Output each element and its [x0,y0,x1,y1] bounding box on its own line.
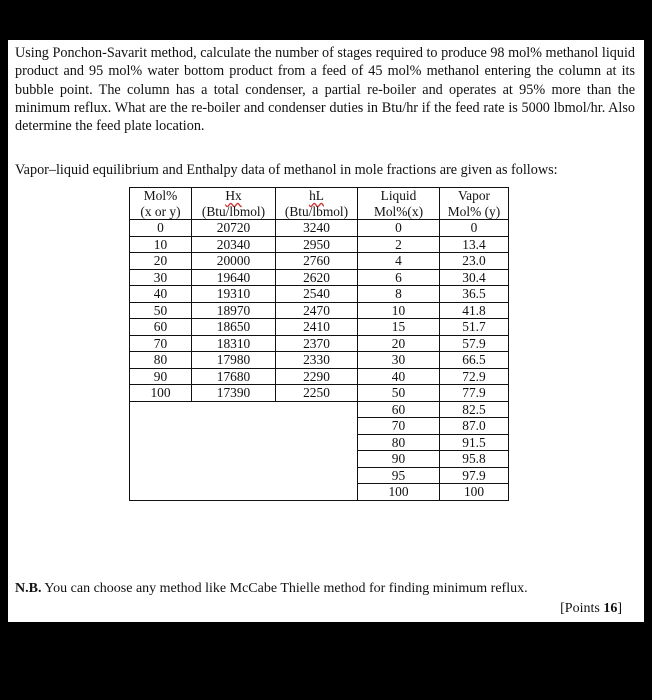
table-cell: 30.4 [440,269,509,286]
table-cell: 4 [358,253,440,270]
table-cell: 18970 [192,302,276,319]
table-cell: 41.8 [440,302,509,319]
table-cell: 18310 [192,335,276,352]
table-cell: 80 [130,352,192,369]
table-cell: 50 [130,302,192,319]
table-cell: 87.0 [440,418,509,435]
table-row [130,286,509,303]
table-cell: 57.9 [440,335,509,352]
table-body [130,220,509,501]
empty-cell [130,401,358,500]
note-label: N.B. [15,581,42,596]
table-cell: 2250 [276,385,358,402]
table-cell: 20 [130,253,192,270]
table-cell: 95.8 [440,451,509,468]
table-cell: 0 [440,220,509,237]
table-cell: 2470 [276,302,358,319]
table-row [130,401,509,418]
table-cell: 90 [358,451,440,468]
table-row [130,302,509,319]
points-value: 16 [603,601,618,616]
table-cell: 95 [358,467,440,484]
table-cell: 82.5 [440,401,509,418]
table-cell: 90 [130,368,192,385]
table-cell: 3240 [276,220,358,237]
table-row [130,352,509,369]
table-cell: 0 [358,220,440,237]
table-cell: 20 [358,335,440,352]
table-cell: 66.5 [440,352,509,369]
data-table [129,187,509,501]
note [15,581,635,597]
table-cell: 100 [440,484,509,501]
column-header: Liquid Mol%(x) [358,188,440,220]
table-cell: 30 [130,269,192,286]
table-cell: 60 [130,319,192,336]
table-cell: 2 [358,236,440,253]
table-cell: 20000 [192,253,276,270]
table-cell: 2620 [276,269,358,286]
table-cell: 97.9 [440,467,509,484]
table-row [130,368,509,385]
column-header: Vapor Mol% (y) [440,188,509,220]
table-cell: 100 [358,484,440,501]
table-cell: 91.5 [440,434,509,451]
table-cell: 2370 [276,335,358,352]
table-cell: 17980 [192,352,276,369]
table-cell: 10 [358,302,440,319]
table-cell: 19640 [192,269,276,286]
table-cell: 10 [130,236,192,253]
table-row [130,253,509,270]
note-text: You can choose any method like McCabe Thielle method for finding minimum reflux. [41,581,528,596]
table-cell: 77.9 [440,385,509,402]
table-cell: 13.4 [440,236,509,253]
question-page [8,40,644,622]
table-cell: 15 [358,319,440,336]
header-row [130,188,509,220]
table-cell: 80 [358,434,440,451]
table-cell: 72.9 [440,368,509,385]
table-cell: 2290 [276,368,358,385]
table-cell: 6 [358,269,440,286]
table-row [130,385,509,402]
table-cell: 30 [358,352,440,369]
table-cell: 18650 [192,319,276,336]
table-cell: 40 [130,286,192,303]
column-header: hL (Btu/lbmol) [276,188,358,220]
table-cell: 51.7 [440,319,509,336]
table-cell: 50 [358,385,440,402]
table-row [130,220,509,237]
table-row [130,335,509,352]
table-cell: 0 [130,220,192,237]
table-cell: 36.5 [440,286,509,303]
question-text: Using Ponchon-Savarit method, calculate the number of stages required to produce 98 mol% methanol liquid product and 95 mol% water bottom product from a feed of 45 mol% methanol entering the column at its bubble point. The column has a total condenser, a partial re-boiler and operates at 95% more than the minimum reflux. What are the re-boiler and condenser duties in Btu/hr if the feed rate is 5000 lbmol/hr. Also determine the feed plate location. [15,45,635,135]
table-cell: 23.0 [440,253,509,270]
table-cell: 2330 [276,352,358,369]
table-cell: 17390 [192,385,276,402]
table-cell: 40 [358,368,440,385]
table-cell: 2410 [276,319,358,336]
table-cell: 100 [130,385,192,402]
table-cell: 2950 [276,236,358,253]
column-header: Mol% (x or y) [130,188,192,220]
points-label: [Points 16] [560,601,622,616]
table-header [130,188,509,220]
table-row [130,236,509,253]
table-row [130,319,509,336]
table-cell: 20340 [192,236,276,253]
table-cell: 20720 [192,220,276,237]
table-cell: 60 [358,401,440,418]
table-cell: 19310 [192,286,276,303]
table-cell: 70 [358,418,440,435]
table-cell: 17680 [192,368,276,385]
table-row [130,269,509,286]
table-cell: 2540 [276,286,358,303]
table-cell: 70 [130,335,192,352]
table-cell: 2760 [276,253,358,270]
table-cell: 8 [358,286,440,303]
table-intro: Vapor–liquid equilibrium and Enthalpy data of methanol in mole fractions are given as follows: [15,162,558,178]
column-header: Hx (Btu/lbmol) [192,188,276,220]
